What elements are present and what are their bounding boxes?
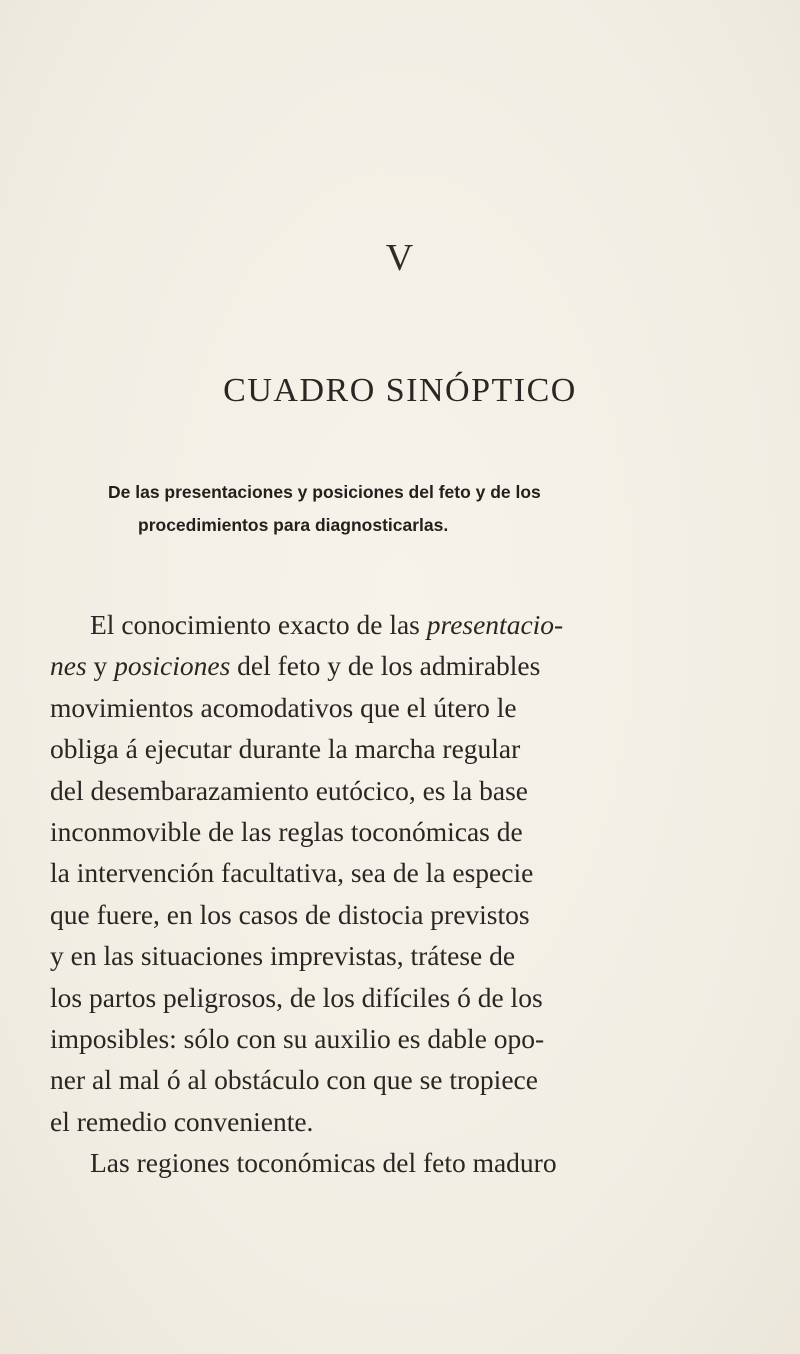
text-line: ner al mal ó al obstáculo con que se tropiece bbox=[50, 1064, 538, 1096]
text-fragment: y bbox=[86, 650, 115, 682]
text-line: Las regiones toconómicas del feto maduro bbox=[90, 1147, 557, 1179]
text-fragment: El conocimiento exacto de las bbox=[90, 609, 427, 640]
text-line: movimientos acomodativos que el útero le bbox=[50, 691, 517, 723]
text-line: obliga á ejecutar durante la marcha regular bbox=[50, 733, 521, 765]
chapter-subtitle bbox=[108, 476, 718, 542]
chapter-title: CUADRO SINÓPTICO bbox=[223, 372, 577, 409]
text-line bbox=[50, 604, 730, 645]
subtitle-line: De las presentaciones y posiciones del feto y de los bbox=[108, 482, 541, 502]
text-line: los partos peligrosos, de los difíciles ó de los bbox=[50, 981, 543, 1013]
text-line: que fuere, en los casos de distocia previstos bbox=[50, 898, 530, 930]
text-fragment: del feto y de los admirables bbox=[230, 650, 541, 682]
chapter-numeral: V bbox=[385, 237, 415, 279]
body-text bbox=[50, 604, 730, 1184]
text-line bbox=[50, 645, 730, 686]
text-line: el remedio conveniente. bbox=[50, 1105, 314, 1137]
italic-term: posiciones bbox=[114, 650, 231, 682]
text-line: inconmovible de las reglas toconómicas de bbox=[50, 816, 523, 848]
text-line: imposibles: sólo con su auxilio es dable opo- bbox=[50, 1023, 545, 1055]
text-line: y en las situaciones imprevistas, trátese de bbox=[50, 940, 516, 972]
italic-term: presentacio- bbox=[426, 609, 564, 640]
text-line: la intervención facultativa, sea de la especie bbox=[50, 857, 534, 889]
text-line: del desembarazamiento eutócico, es la base bbox=[50, 774, 528, 806]
subtitle-line: procedimientos para diagnosticarlas. bbox=[138, 515, 449, 535]
italic-term: nes bbox=[50, 650, 87, 682]
